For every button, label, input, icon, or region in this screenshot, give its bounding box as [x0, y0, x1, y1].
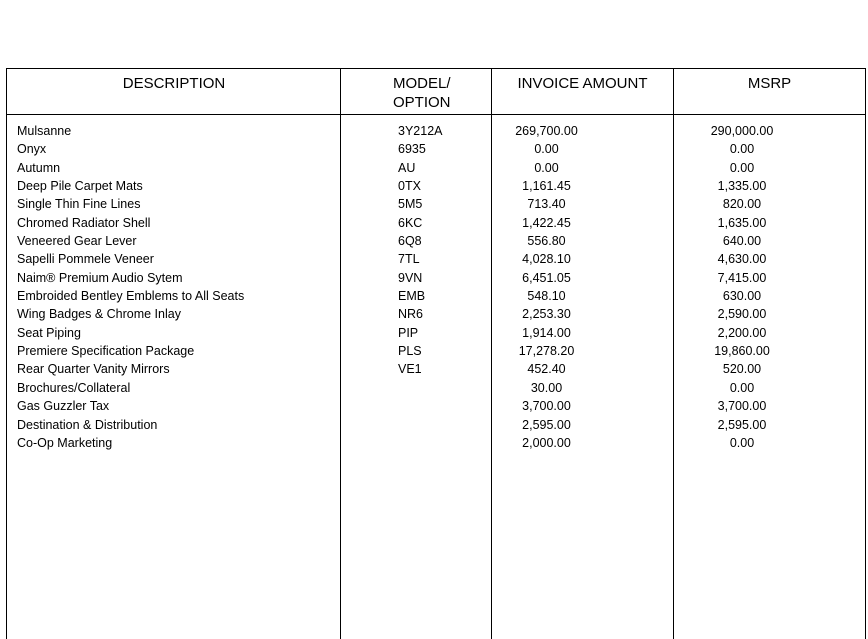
cell-msrp: 19,860.00	[714, 344, 770, 359]
cell-msrp: 4,630.00	[717, 252, 767, 267]
cell-description: Gas Guzzler Tax	[17, 399, 110, 414]
header-model-line1: MODEL/	[393, 75, 451, 92]
cell-msrp: 0.00	[729, 435, 755, 450]
cell-msrp: 0.00	[729, 142, 755, 157]
cell-description: Single Thin Fine Lines	[17, 197, 141, 212]
table-body	[7, 122, 865, 452]
cell-description: Premiere Specification Package	[17, 344, 195, 359]
cell-invoice: 1,161.45	[522, 179, 571, 194]
cell-model: 6935	[398, 142, 426, 157]
cell-model: 0TX	[398, 179, 421, 194]
cell-invoice: 1,422.45	[522, 215, 571, 230]
table-row	[7, 250, 865, 268]
cell-invoice: 17,278.20	[518, 344, 575, 359]
table-row	[7, 232, 865, 250]
cell-description: Deep Pile Carpet Mats	[17, 179, 143, 194]
table-row	[7, 214, 865, 232]
cell-invoice: 556.80	[527, 234, 566, 249]
cell-msrp: 2,595.00	[717, 417, 767, 432]
cell-description: Mulsanne	[17, 124, 72, 138]
table-row	[7, 379, 865, 397]
cell-model: 6KC	[398, 215, 423, 230]
cell-msrp: 520.00	[722, 362, 762, 377]
cell-invoice: 4,028.10	[522, 252, 571, 267]
cell-model: 5M5	[398, 197, 423, 212]
table-row	[7, 122, 865, 140]
cell-description: Autumn	[17, 160, 61, 175]
table-row	[7, 305, 865, 323]
cell-description: Co-Op Marketing	[17, 435, 113, 450]
cell-description: Naim® Premium Audio Sytem	[17, 270, 183, 285]
cell-invoice: 6,451.05	[522, 270, 571, 285]
cell-msrp: 0.00	[729, 380, 755, 395]
cell-description: Seat Piping	[17, 325, 81, 340]
cell-description: Wing Badges & Chrome Inlay	[17, 307, 181, 322]
header-divider	[7, 114, 865, 115]
cell-invoice: 269,700.00	[515, 124, 578, 138]
cell-model: 7TL	[398, 252, 420, 267]
cell-model: VE1	[398, 362, 422, 377]
header-invoice-amount: INVOICE AMOUNT	[517, 75, 648, 92]
cell-msrp: 820.00	[722, 197, 762, 212]
cell-model: 3Y212A	[398, 124, 443, 138]
table-row	[7, 140, 865, 158]
table-row	[7, 269, 865, 287]
cell-invoice: 30.00	[530, 380, 563, 395]
table-row	[7, 287, 865, 305]
cell-description: Embroided Bentley Emblems to All Seats	[17, 289, 245, 304]
cell-msrp: 1,635.00	[717, 215, 767, 230]
invoice-table	[6, 68, 866, 639]
cell-invoice: 713.40	[527, 197, 566, 212]
cell-invoice: 0.00	[534, 142, 559, 157]
cell-model: PLS	[398, 344, 422, 359]
cell-invoice: 2,595.00	[522, 417, 571, 432]
cell-msrp: 290,000.00	[710, 124, 774, 138]
table-row	[7, 342, 865, 360]
cell-msrp: 2,590.00	[717, 307, 767, 322]
cell-invoice: 0.00	[534, 160, 559, 175]
table-row	[7, 434, 865, 452]
cell-msrp: 3,700.00	[717, 399, 767, 414]
cell-invoice: 3,700.00	[522, 399, 571, 414]
header-description: DESCRIPTION	[122, 75, 226, 92]
header-model-option	[393, 74, 453, 112]
cell-model: EMB	[398, 289, 426, 304]
header-msrp: MSRP	[747, 75, 792, 92]
cell-description: Veneered Gear Lever	[17, 234, 137, 249]
cell-model: 9VN	[398, 270, 423, 285]
cell-model: PIP	[398, 325, 419, 340]
cell-msrp: 7,415.00	[717, 270, 767, 285]
cell-invoice: 2,000.00	[522, 435, 571, 450]
cell-msrp: 640.00	[722, 234, 762, 249]
table-row	[7, 360, 865, 378]
cell-description: Onyx	[17, 142, 47, 157]
cell-description: Sapelli Pommele Veneer	[17, 252, 154, 267]
cell-msrp: 0.00	[729, 160, 755, 175]
cell-msrp: 630.00	[722, 289, 762, 304]
cell-model: NR6	[398, 307, 424, 322]
table-row	[7, 397, 865, 415]
cell-description: Rear Quarter Vanity Mirrors	[17, 362, 170, 377]
cell-description: Destination & Distribution	[17, 417, 158, 432]
cell-msrp: 1,335.00	[717, 179, 767, 194]
header-model-line2: OPTION	[393, 94, 451, 111]
table-row	[7, 416, 865, 434]
cell-description: Chromed Radiator Shell	[17, 215, 151, 230]
table-row	[7, 159, 865, 177]
cell-invoice: 2,253.30	[522, 307, 571, 322]
cell-model: 6Q8	[398, 234, 422, 249]
table-row	[7, 324, 865, 342]
cell-invoice: 548.10	[527, 289, 566, 304]
cell-model: AU	[398, 160, 416, 175]
cell-invoice: 1,914.00	[522, 325, 571, 340]
cell-description: Brochures/Collateral	[17, 380, 131, 395]
table-row	[7, 195, 865, 213]
table-row	[7, 177, 865, 195]
cell-msrp: 2,200.00	[717, 325, 767, 340]
cell-invoice: 452.40	[527, 362, 566, 377]
